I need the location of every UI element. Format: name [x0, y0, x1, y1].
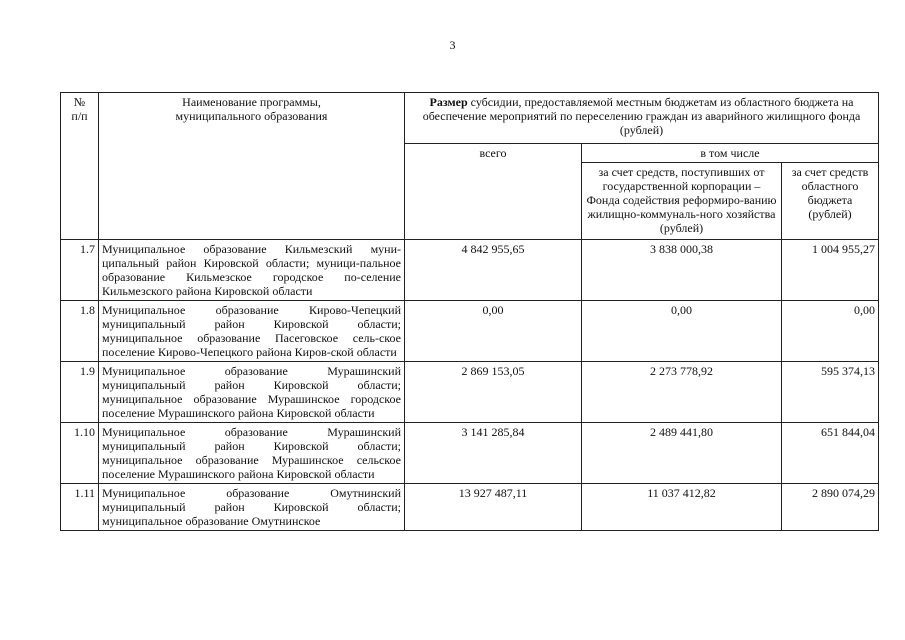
header-subsidy-bold: Размер — [429, 95, 468, 109]
row-number: 1.7 — [61, 240, 99, 301]
row-fund: 2 489 441,80 — [582, 423, 782, 484]
row-number: 1.10 — [61, 423, 99, 484]
table-row — [61, 301, 879, 362]
subsidy-table — [60, 92, 879, 531]
row-total: 4 842 955,65 — [405, 240, 582, 301]
row-total: 3 141 285,84 — [405, 423, 582, 484]
header-total — [405, 144, 582, 240]
row-name: Муниципальное образование Кильмезский муни-ципальный район Кировской области; муници-пальное образование Кильмезское городское по-селение Кильмезского района Кировской области — [99, 240, 405, 301]
header-regional — [782, 163, 879, 240]
table-row — [61, 240, 879, 301]
page-number: 3 — [449, 38, 456, 52]
row-regional: 1 004 955,27 — [782, 240, 879, 301]
header-row-1 — [61, 93, 879, 144]
row-name: Муниципальное образование Мурашинский муниципальный район Кировской области; муниципальное образование Мурашинское сельское поселение Мурашинского района Кировской области — [99, 423, 405, 484]
header-name-text: Наименование программы, муниципального образования — [175, 95, 328, 123]
row-name: Муниципальное образование Мурашинский муниципальный район Кировской области; муниципальное образование Мурашинское городское поселение Мурашинского района Кировской области — [99, 362, 405, 423]
row-regional: 651 844,04 — [782, 423, 879, 484]
header-including — [582, 144, 879, 163]
header-num — [61, 93, 99, 240]
row-name: Муниципальное образование Омутнинский муниципальный район Кировской области; муниципальное образование Омутнинское — [99, 484, 405, 531]
header-fund-text: за счет средств, поступивших от государственной корпорации – Фонда содействия реформиро-ванию жилищно-коммуналь-ного хозяйства (рублей) — [586, 165, 777, 235]
header-subsidy-rest: субсидии, предоставляемой местным бюджетам из областного бюджета на обеспечение мероприятий по переселению граждан из аварийного жилищного фонда (рублей) — [422, 95, 861, 137]
table-row — [61, 423, 879, 484]
row-number: 1.8 — [61, 301, 99, 362]
header-total-text: всего — [479, 146, 507, 160]
header-num-text: № п/п — [71, 95, 88, 123]
row-total: 0,00 — [405, 301, 582, 362]
row-regional: 595 374,13 — [782, 362, 879, 423]
row-total: 2 869 153,05 — [405, 362, 582, 423]
row-name: Муниципальное образование Кирово-Чепецкий муниципальный район Кировской области; муниципальное образование Пасеговское сель-ское поселение Кирово-Чепецкого района Киров-ской области — [99, 301, 405, 362]
header-fund — [582, 163, 782, 240]
header-name — [99, 93, 405, 240]
row-fund: 0,00 — [582, 301, 782, 362]
table-row — [61, 362, 879, 423]
row-fund: 3 838 000,38 — [582, 240, 782, 301]
row-fund: 2 273 778,92 — [582, 362, 782, 423]
row-regional: 2 890 074,29 — [782, 484, 879, 531]
header-regional-text: за счет средств областного бюджета (рублей) — [791, 165, 869, 221]
header-including-text: в том числе — [700, 146, 760, 160]
row-total: 13 927 487,11 — [405, 484, 582, 531]
row-number: 1.9 — [61, 362, 99, 423]
row-regional: 0,00 — [782, 301, 879, 362]
row-number: 1.11 — [61, 484, 99, 531]
header-subsidy — [405, 93, 879, 144]
row-fund: 11 037 412,82 — [582, 484, 782, 531]
table-row — [61, 484, 879, 531]
